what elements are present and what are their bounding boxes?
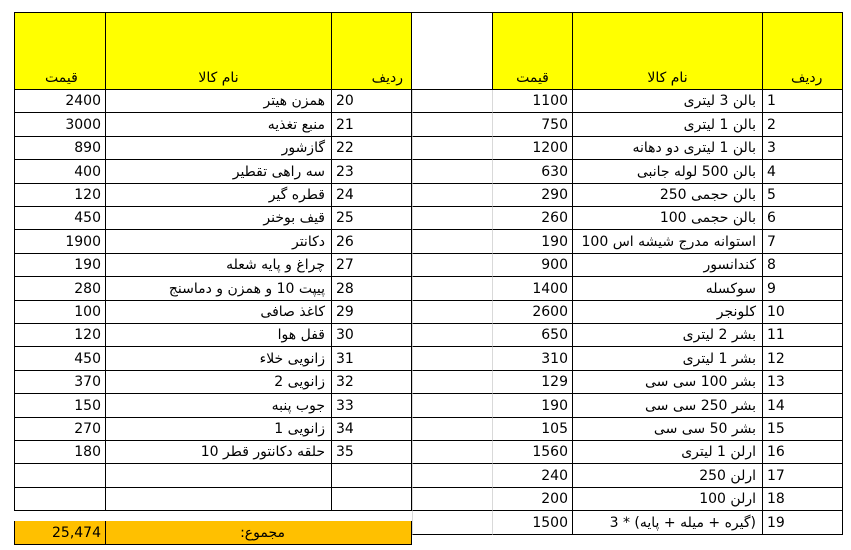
- right-name: بشر 100 سی سی: [645, 374, 756, 390]
- right-index: 19: [767, 515, 785, 531]
- left-name: زانویی خلاء: [259, 351, 325, 367]
- right-index: 3: [767, 140, 776, 156]
- left-price: 450: [74, 210, 101, 226]
- right-index: 8: [767, 257, 776, 273]
- left-price: 370: [74, 374, 101, 390]
- right-name: بالن حجمی 100: [659, 210, 756, 226]
- right-name-cell[interactable]: [573, 113, 763, 137]
- left-price: 120: [74, 327, 101, 343]
- header-gap[interactable]: [412, 12, 493, 90]
- gap-cell[interactable]: [412, 347, 493, 371]
- right-name-cell[interactable]: [573, 441, 763, 464]
- right-index-cell[interactable]: [763, 324, 843, 347]
- left-index: 34: [336, 421, 354, 437]
- right-index: 13: [767, 374, 785, 390]
- right-index-cell[interactable]: [763, 394, 843, 418]
- right-index-cell[interactable]: [763, 511, 843, 535]
- right-price: 900: [541, 257, 568, 273]
- left-index: 20: [336, 93, 354, 109]
- gap-cell[interactable]: [412, 441, 493, 464]
- right-price: 1100: [532, 93, 568, 109]
- left-name-cell[interactable]: [106, 137, 332, 160]
- left-name: حلقه دکانتور قطر 10: [200, 444, 325, 460]
- left-name: همزن هیتر: [263, 93, 325, 109]
- right-price: 260: [541, 210, 568, 226]
- right-name-cell[interactable]: [573, 394, 763, 418]
- right-index-cell[interactable]: [763, 277, 843, 301]
- left-price-cell[interactable]: [14, 230, 106, 254]
- left-price-cell[interactable]: [14, 137, 106, 160]
- left-index-cell[interactable]: [332, 347, 412, 371]
- gap-cell[interactable]: [412, 137, 493, 160]
- left-price-cell[interactable]: [14, 324, 106, 347]
- left-price-cell[interactable]: [14, 464, 106, 488]
- left-index-cell[interactable]: [332, 90, 412, 113]
- left-price-cell[interactable]: [14, 488, 106, 511]
- left-index-cell[interactable]: [332, 324, 412, 347]
- right-price-cell[interactable]: [493, 464, 573, 488]
- header-name-left[interactable]: [106, 12, 332, 90]
- right-price-cell[interactable]: [493, 418, 573, 441]
- gap-cell[interactable]: [412, 184, 493, 207]
- gap-cell[interactable]: [412, 511, 493, 535]
- left-index-cell[interactable]: [332, 184, 412, 207]
- left-price: 1900: [65, 234, 101, 250]
- right-index: 12: [767, 351, 785, 367]
- left-price: 190: [74, 257, 101, 273]
- right-index-cell[interactable]: [763, 230, 843, 254]
- left-index: 25: [336, 210, 354, 226]
- right-price-cell[interactable]: [493, 113, 573, 137]
- right-index-cell[interactable]: [763, 418, 843, 441]
- header-name-right[interactable]: [573, 12, 763, 90]
- header-index-left-label: ردیف: [371, 70, 403, 86]
- gap-cell[interactable]: [412, 230, 493, 254]
- right-index: 16: [767, 444, 785, 460]
- right-price-cell[interactable]: [493, 254, 573, 277]
- right-index-cell[interactable]: [763, 347, 843, 371]
- left-name: پیپت 10 و همزن و دماسنج: [168, 281, 325, 297]
- left-price: 150: [74, 398, 101, 414]
- right-price: 1200: [532, 140, 568, 156]
- header-index-left[interactable]: [332, 12, 412, 90]
- right-name: استوانه مدرج شیشه اس 100: [581, 234, 756, 250]
- right-name-cell[interactable]: [573, 230, 763, 254]
- right-name: بشر 50 سی سی: [653, 421, 756, 437]
- right-price: 630: [541, 164, 568, 180]
- left-index: 27: [336, 257, 354, 273]
- header-price-left-label: قیمت: [45, 70, 78, 86]
- gap-cell[interactable]: [412, 90, 493, 113]
- left-price: 120: [74, 187, 101, 203]
- left-index: 21: [336, 117, 354, 133]
- right-name-cell[interactable]: [573, 301, 763, 324]
- right-price-cell[interactable]: [493, 90, 573, 113]
- left-price: 280: [74, 281, 101, 297]
- right-price-cell[interactable]: [493, 301, 573, 324]
- left-price: 890: [74, 140, 101, 156]
- right-index: 17: [767, 468, 785, 484]
- right-index-cell[interactable]: [763, 254, 843, 277]
- right-name-cell[interactable]: [573, 511, 763, 535]
- left-price-cell[interactable]: [14, 347, 106, 371]
- right-index: 15: [767, 421, 785, 437]
- left-name-cell[interactable]: [106, 418, 332, 441]
- right-index-cell[interactable]: [763, 113, 843, 137]
- right-name: بالن حجمی 250: [659, 187, 756, 203]
- left-price: 100: [74, 304, 101, 320]
- left-name-cell[interactable]: [106, 184, 332, 207]
- header-price-right[interactable]: [493, 12, 573, 90]
- header-price-left[interactable]: [14, 12, 106, 90]
- left-index: 33: [336, 398, 354, 414]
- right-name-cell[interactable]: [573, 254, 763, 277]
- left-index-cell[interactable]: [332, 301, 412, 324]
- right-name-cell[interactable]: [573, 464, 763, 488]
- header-name-left-label: نام کالا: [198, 70, 239, 86]
- left-price-cell[interactable]: [14, 277, 106, 301]
- left-name: جوب پنبه: [271, 398, 325, 414]
- gap-cell[interactable]: [412, 464, 493, 488]
- right-name-cell[interactable]: [573, 488, 763, 511]
- left-index-cell[interactable]: [332, 464, 412, 488]
- left-price-cell[interactable]: [14, 371, 106, 394]
- right-name: بشر 250 سی سی: [645, 398, 756, 414]
- left-index: 26: [336, 234, 354, 250]
- gap-cell[interactable]: [412, 113, 493, 137]
- left-name-cell[interactable]: [106, 254, 332, 277]
- right-index: 11: [767, 327, 785, 343]
- right-index-cell[interactable]: [763, 464, 843, 488]
- right-index: 14: [767, 398, 785, 414]
- header-name-right-label: نام کالا: [647, 70, 688, 86]
- left-price-cell[interactable]: [14, 254, 106, 277]
- left-index: 30: [336, 327, 354, 343]
- right-price: 310: [541, 351, 568, 367]
- right-name-cell[interactable]: [573, 184, 763, 207]
- right-index: 6: [767, 210, 776, 226]
- gap-cell[interactable]: [412, 207, 493, 230]
- header-price-right-label: قیمت: [516, 70, 549, 86]
- left-name-cell[interactable]: [106, 371, 332, 394]
- left-name-cell[interactable]: [106, 488, 332, 511]
- left-price-cell[interactable]: [14, 184, 106, 207]
- gap-cell[interactable]: [412, 301, 493, 324]
- left-price-cell[interactable]: [14, 90, 106, 113]
- right-index-cell[interactable]: [763, 488, 843, 511]
- right-index: 1: [767, 93, 776, 109]
- header-index-right[interactable]: [763, 12, 843, 90]
- right-name-cell[interactable]: [573, 418, 763, 441]
- right-price-cell[interactable]: [493, 394, 573, 418]
- left-index-cell[interactable]: [332, 207, 412, 230]
- right-index-cell[interactable]: [763, 160, 843, 184]
- left-name-cell[interactable]: [106, 394, 332, 418]
- left-price-cell[interactable]: [14, 207, 106, 230]
- right-name: ارلن 1 لیتری: [681, 444, 756, 460]
- left-price-cell[interactable]: [14, 113, 106, 137]
- right-price: 2600: [532, 304, 568, 320]
- left-index-cell[interactable]: [332, 277, 412, 301]
- left-name: سه راهی تقطیر: [232, 164, 325, 180]
- left-index: 24: [336, 187, 354, 203]
- right-index: 2: [767, 117, 776, 133]
- left-name: قطره گیر: [268, 187, 325, 203]
- right-price: 240: [541, 468, 568, 484]
- left-price: 2400: [65, 93, 101, 109]
- right-price: 105: [541, 421, 568, 437]
- left-index-cell[interactable]: [332, 488, 412, 511]
- right-price-cell[interactable]: [493, 207, 573, 230]
- right-price-cell[interactable]: [493, 324, 573, 347]
- right-name: کندانسور: [703, 257, 756, 273]
- left-index-cell[interactable]: [332, 371, 412, 394]
- left-index-cell[interactable]: [332, 394, 412, 418]
- left-name-cell[interactable]: [106, 324, 332, 347]
- left-name: کاغذ صافی: [260, 304, 325, 320]
- right-name: (گیره + میله + پایه) * 3: [609, 515, 756, 531]
- total-label: مجموع:: [240, 525, 285, 541]
- right-index: 5: [767, 187, 776, 203]
- right-name-cell[interactable]: [573, 277, 763, 301]
- right-index: 4: [767, 164, 776, 180]
- gap-cell[interactable]: [412, 394, 493, 418]
- right-name-cell[interactable]: [573, 137, 763, 160]
- right-index-cell[interactable]: [763, 137, 843, 160]
- left-price: 3000: [65, 117, 101, 133]
- right-price: 190: [541, 234, 568, 250]
- left-name: چراغ و پایه شعله: [226, 257, 325, 273]
- left-index-cell[interactable]: [332, 137, 412, 160]
- left-name-cell[interactable]: [106, 347, 332, 371]
- left-name: زانویی 2: [274, 374, 325, 390]
- right-name-cell[interactable]: [573, 324, 763, 347]
- right-index: 18: [767, 491, 785, 507]
- left-name-cell[interactable]: [106, 464, 332, 488]
- left-index: 31: [336, 351, 354, 367]
- left-index-cell[interactable]: [332, 113, 412, 137]
- right-index: 10: [767, 304, 785, 320]
- left-price-cell[interactable]: [14, 394, 106, 418]
- right-name: سوکسله: [705, 281, 756, 297]
- total-label-cell[interactable]: [106, 521, 412, 545]
- total-value-cell[interactable]: [14, 521, 106, 545]
- left-price: 180: [74, 444, 101, 460]
- right-price-cell[interactable]: [493, 160, 573, 184]
- right-index-cell[interactable]: [763, 184, 843, 207]
- right-price: 1400: [532, 281, 568, 297]
- left-price: 450: [74, 351, 101, 367]
- left-name-cell[interactable]: [106, 277, 332, 301]
- header-index-right-label: ردیف: [791, 70, 823, 86]
- left-index: 23: [336, 164, 354, 180]
- left-price-cell[interactable]: [14, 418, 106, 441]
- right-name: بالن 3 لیتری: [683, 93, 756, 109]
- right-index: 9: [767, 281, 776, 297]
- right-name-cell[interactable]: [573, 371, 763, 394]
- right-price: 290: [541, 187, 568, 203]
- right-index-cell[interactable]: [763, 441, 843, 464]
- right-price: 190: [541, 398, 568, 414]
- right-name-cell[interactable]: [573, 90, 763, 113]
- right-price-cell[interactable]: [493, 184, 573, 207]
- left-name: گازشور: [281, 140, 325, 156]
- gap-cell[interactable]: [412, 488, 493, 511]
- left-index: 22: [336, 140, 354, 156]
- left-name-cell[interactable]: [106, 301, 332, 324]
- left-index-cell[interactable]: [332, 230, 412, 254]
- gap-cell[interactable]: [412, 254, 493, 277]
- left-name-cell[interactable]: [106, 113, 332, 137]
- right-price-cell[interactable]: [493, 230, 573, 254]
- right-price-cell[interactable]: [493, 488, 573, 511]
- right-index-cell[interactable]: [763, 207, 843, 230]
- right-price-cell[interactable]: [493, 277, 573, 301]
- right-index-cell[interactable]: [763, 371, 843, 394]
- right-price: 200: [541, 491, 568, 507]
- right-name: کلونجر: [716, 304, 756, 320]
- left-price-cell[interactable]: [14, 441, 106, 464]
- right-name: بالن 500 لوله جانبی: [636, 164, 756, 180]
- gap-cell[interactable]: [412, 160, 493, 184]
- right-price: 750: [541, 117, 568, 133]
- right-price-cell[interactable]: [493, 511, 573, 535]
- right-price: 1500: [532, 515, 568, 531]
- left-name-cell[interactable]: [106, 207, 332, 230]
- right-price-cell[interactable]: [493, 441, 573, 464]
- left-price-cell[interactable]: [14, 160, 106, 184]
- gap-cell[interactable]: [412, 324, 493, 347]
- total-value: 25,474: [52, 525, 101, 541]
- gap-cell[interactable]: [412, 371, 493, 394]
- left-name: دکانتر: [291, 234, 325, 250]
- left-index: 28: [336, 281, 354, 297]
- right-name: ارلن 250: [699, 468, 756, 484]
- left-index: 29: [336, 304, 354, 320]
- left-name: زانویی 1: [274, 421, 325, 437]
- right-name: بالن 1 لیتری دو دهانه: [632, 140, 756, 156]
- left-index-cell[interactable]: [332, 160, 412, 184]
- left-price-cell[interactable]: [14, 301, 106, 324]
- left-index: 35: [336, 444, 354, 460]
- right-price: 650: [541, 327, 568, 343]
- right-name: ارلن 100: [699, 491, 756, 507]
- right-price: 129: [541, 374, 568, 390]
- gap-cell[interactable]: [412, 418, 493, 441]
- right-name-cell[interactable]: [573, 160, 763, 184]
- left-index-cell[interactable]: [332, 441, 412, 464]
- right-price-cell[interactable]: [493, 137, 573, 160]
- right-name-cell[interactable]: [573, 347, 763, 371]
- left-name: قفل هوا: [277, 327, 325, 343]
- right-index-cell[interactable]: [763, 301, 843, 324]
- left-name-cell[interactable]: [106, 90, 332, 113]
- left-name: قیف بوخنر: [263, 210, 325, 226]
- right-name: بالن 1 لیتری: [683, 117, 756, 133]
- left-index: 32: [336, 374, 354, 390]
- left-name: منبع تغذیه: [267, 117, 325, 133]
- right-index: 7: [767, 234, 776, 250]
- left-name-cell[interactable]: [106, 230, 332, 254]
- right-index-cell[interactable]: [763, 90, 843, 113]
- left-index-cell[interactable]: [332, 418, 412, 441]
- right-name: بشر 2 لیتری: [682, 327, 756, 343]
- gap-cell[interactable]: [412, 277, 493, 301]
- left-index-cell[interactable]: [332, 254, 412, 277]
- right-name-cell[interactable]: [573, 207, 763, 230]
- left-name-cell[interactable]: [106, 441, 332, 464]
- right-price: 1560: [532, 444, 568, 460]
- left-name-cell[interactable]: [106, 160, 332, 184]
- left-price: 270: [74, 421, 101, 437]
- right-name: بشر 1 لیتری: [682, 351, 756, 367]
- right-price-cell[interactable]: [493, 371, 573, 394]
- left-price: 400: [74, 164, 101, 180]
- right-price-cell[interactable]: [493, 347, 573, 371]
